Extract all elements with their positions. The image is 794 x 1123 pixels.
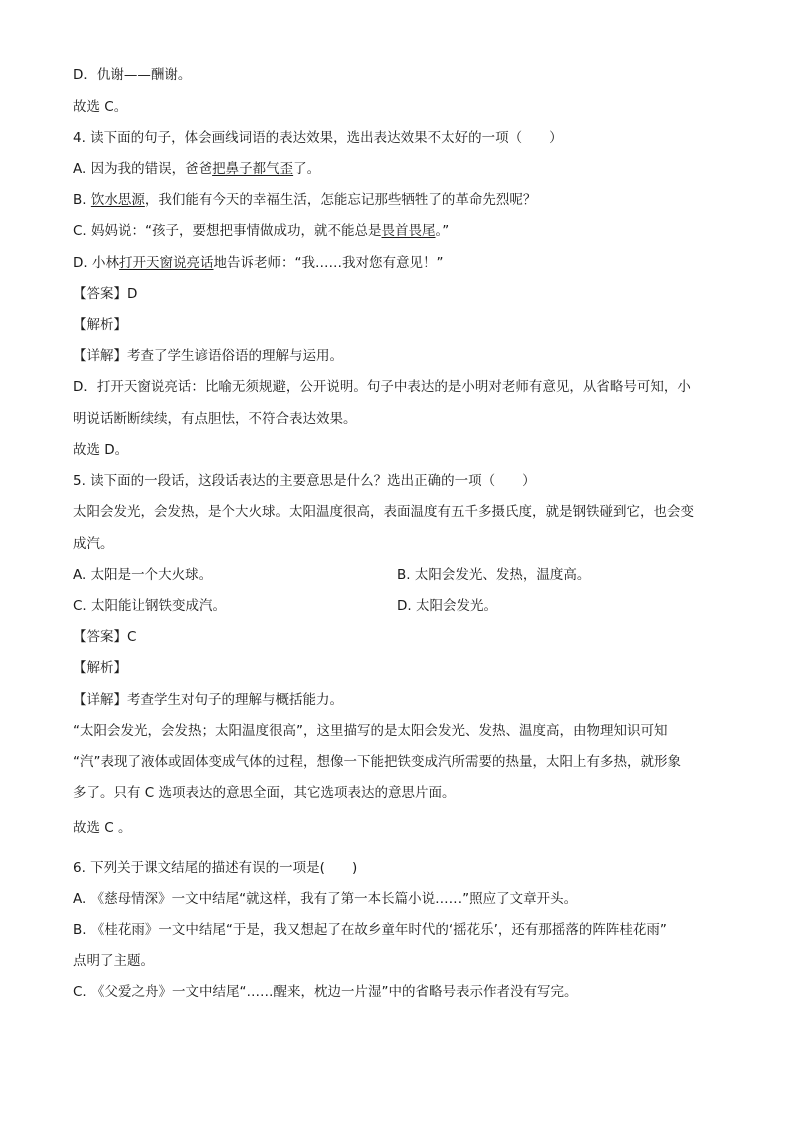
passage-text: 成汽。: [73, 536, 114, 552]
answer-label: 【答案】D: [73, 286, 138, 302]
question-6-option-b-continued: 点明了主题。: [73, 953, 154, 969]
analysis-label: 【解析】: [73, 317, 127, 333]
question-5-stem: 5. 读下面的一段话，这段话表达的主要意思是什么？选出正确的一项（ ）: [73, 473, 536, 489]
explanation-text: “太阳会发光，会发热；太阳温度很高”，这里描写的是太阳会发光、发热、温度高，由物理知识可知: [73, 723, 668, 739]
text-line: D．仇谢——酬谢。: [73, 67, 192, 83]
conclusion-text: 故选 C 。: [73, 820, 132, 836]
question-5-option-b: B. 太阳会发光、发热，温度高。: [397, 567, 591, 583]
analysis-label: 【解析】: [73, 660, 127, 676]
detail-text: 【详解】考查学生对句子的理解与概括能力。: [73, 692, 343, 708]
question-4-stem: 4. 读下面的句子，体会画线词语的表达效果，选出表达效果不太好的一项（ ）: [73, 130, 563, 146]
explanation-text: 明说话断断续续，有点胆怯，不符合表达效果。: [73, 411, 357, 427]
question-5-option-c: C. 太阳能让钢铁变成汽。: [73, 598, 227, 614]
question-6-option-b: B. 《桂花雨》一文中结尾“于是，我又想起了在故乡童年时代的‘摇花乐’，还有那摇落的阵阵桂花雨”: [73, 922, 667, 938]
question-6-stem: 6. 下列关于课文结尾的描述有误的一项是( ): [73, 860, 358, 876]
question-6-option-a: A. 《慈母情深》一文中结尾“就这样，我有了第一本长篇小说……”照应了文章开头。: [73, 891, 578, 907]
question-5-option-d: D. 太阳会发光。: [397, 598, 497, 614]
explanation-text: 多了。只有 C 选项表达的意思全面，其它选项表达的意思片面。: [73, 785, 456, 801]
question-6-option-c: C. 《父爱之舟》一文中结尾“……醒来，枕边一片湿”中的省略号表示作者没有写完。: [73, 984, 578, 1000]
question-5-option-a: A. 太阳是一个大火球。: [73, 567, 213, 583]
explanation-text: D．打开天窗说亮话：比喻无须规避，公开说明。句子中表达的是小明对老师有意见，从省略号可知，小: [73, 379, 691, 395]
conclusion-text: 故选 D。: [73, 442, 129, 458]
explanation-text: “汽”表现了液体或固体变成气体的过程，想像一下能把铁变成汽所需要的热量，太阳上有多热，就形象: [73, 754, 681, 770]
passage-text: 太阳会发光，会发热，是个大火球。太阳温度很高，表面温度有五千多摄氏度，就是钢铁碰到它，也会变: [73, 504, 694, 520]
question-4-option-a: A. 因为我的错误，爸爸把鼻子都气歪了。: [73, 161, 321, 177]
question-4-option-b: B. 饮水思源，我们能有今天的幸福生活，怎能忘记那些牺牲了的革命先烈呢？: [73, 192, 537, 208]
question-4-option-c: C. 妈妈说：“孩子，要想把事情做成功，就不能总是畏首畏尾。”: [73, 223, 450, 239]
text-line: 故选 C。: [73, 99, 128, 115]
question-4-option-d: D. 小林打开天窗说亮话地告诉老师：“我……我对您有意见！”: [73, 255, 444, 271]
answer-label: 【答案】C: [73, 629, 137, 645]
detail-text: 【详解】考查了学生谚语俗语的理解与运用。: [73, 348, 343, 364]
